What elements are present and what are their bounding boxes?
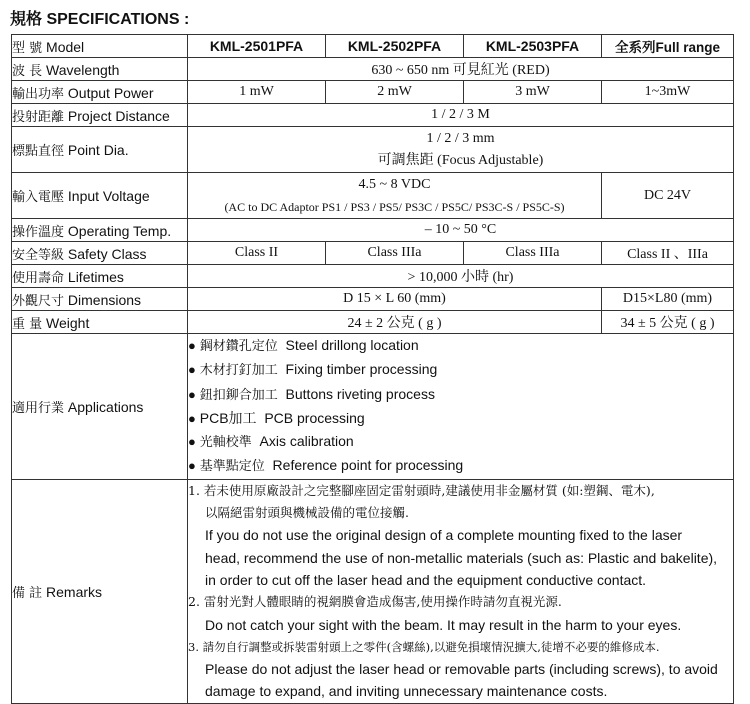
row-remarks — [12, 479, 734, 703]
label-model: 型 號 Model — [12, 35, 188, 58]
label-operating-temp: 操作溫度 Operating Temp. — [12, 219, 188, 242]
label-safety-class: 安全等級 Safety Class — [12, 242, 188, 265]
remark-line: Do not catch your sight with the beam. It may result in the harm to your eyes. — [205, 616, 682, 633]
safety-3: Class IIIa — [464, 242, 602, 265]
input-voltage-value — [188, 173, 602, 219]
remark-line: 1. 若未使用原廠設計之完整腳座固定雷射頭時,建議使用非金屬材質 (如:塑鋼、電木), — [188, 482, 655, 498]
list-item: ● PCB加工 PCB processing — [188, 409, 365, 426]
spec-table — [11, 34, 734, 704]
bullet-icon: ● — [188, 458, 196, 474]
remark-line: 2. 雷射光對人體眼睛的視網膜會造成傷害,使用操作時請勿直視光源. — [188, 594, 562, 610]
remark-line: Please do not adjust the laser head or removable parts (including screws), to avoid — [205, 661, 718, 678]
row-model — [12, 35, 734, 58]
remark-line: damage to expand, and inviting unnecessary maintenance costs. — [205, 683, 608, 700]
row-weight — [12, 311, 734, 334]
lifetimes-value: > 10,000 小時 (hr) — [188, 265, 734, 288]
row-input-voltage — [12, 173, 734, 219]
point-dia-line2: 可調焦距 (Focus Adjustable) — [377, 152, 544, 168]
page-title: 規格 SPECIFICATIONS : — [10, 11, 190, 28]
remark-line: If you do not use the original design of a complete mounting fixed to the laser — [205, 527, 683, 544]
power-full: 1~3mW — [602, 81, 734, 104]
list-item: ● 光軸校準 Axis calibration — [188, 433, 354, 451]
model-2: KML-2502PFA — [326, 35, 464, 58]
label-wavelength: 波 長 Wavelength — [12, 58, 188, 81]
safety-full: Class II 、IIIa — [602, 242, 734, 265]
row-project-distance — [12, 104, 734, 127]
label-applications: 適用行業 Applications — [12, 334, 188, 480]
row-wavelength — [12, 58, 734, 81]
safety-1: Class II — [188, 242, 326, 265]
list-item: ● 木材打釘加工 Fixing timber processing — [188, 361, 438, 379]
remark-line: in order to cut off the laser head and the equipment conductive contact. — [205, 571, 647, 588]
point-dia-line1: 1 / 2 / 3 mm — [426, 130, 495, 146]
label-output-power: 輸出功率 Output Power — [12, 81, 188, 104]
row-applications — [12, 334, 734, 480]
dimensions-full: D15×L80 (mm) — [602, 288, 734, 311]
input-voltage-line2: (AC to DC Adaptor PS1 / PS3 / PS5/ PS3C / PS5C/ PS3C-S / PS5C-S) — [224, 199, 565, 214]
safety-2: Class IIIa — [326, 242, 464, 265]
row-safety-class — [12, 242, 734, 265]
operating-temp-value: – 10 ~ 50 °C — [188, 219, 734, 242]
bullet-icon: ● — [188, 386, 196, 402]
input-voltage-full: DC 24V — [602, 173, 734, 219]
bullet-icon: ● — [188, 362, 196, 378]
label-point-dia: 標點直徑 Point Dia. — [12, 127, 188, 173]
label-remarks: 備 註 Remarks — [12, 479, 188, 703]
power-2: 2 mW — [326, 81, 464, 104]
bullet-icon: ● — [188, 410, 196, 426]
project-distance-value: 1 / 2 / 3 M — [188, 104, 734, 127]
weight-full: 34 ± 5 公克 ( g ) — [602, 311, 734, 334]
wavelength-value: 630 ~ 650 nm 可見紅光 (RED) — [188, 58, 734, 81]
model-3: KML-2503PFA — [464, 35, 602, 58]
bullet-icon: ● — [188, 338, 196, 353]
model-full-range: 全系列Full range — [602, 35, 734, 58]
list-item: ● 鋼材鑽孔定位 Steel drillong location — [188, 337, 419, 354]
remark-line: head, recommend the use of non-metallic materials (such as: Plastic and bakelite), — [205, 549, 718, 566]
list-item: ● 基準點定位 Reference point for processing — [188, 457, 464, 475]
weight-value: 24 ± 2 公克 ( g ) — [188, 311, 602, 334]
power-3: 3 mW — [464, 81, 602, 104]
row-lifetimes — [12, 265, 734, 288]
label-lifetimes: 使用壽命 Lifetimes — [12, 265, 188, 288]
label-input-voltage: 輸入電壓 Input Voltage — [12, 173, 188, 219]
row-operating-temp — [12, 219, 734, 242]
point-dia-value — [188, 127, 734, 173]
dimensions-value: D 15 × L 60 (mm) — [188, 288, 602, 311]
remark-line: 3. 請勿自行調整或拆裝雷射頭上之零件(含螺絲),以避免損壞情況擴大,徒增不必要的維修成本. — [188, 639, 660, 654]
label-project-distance: 投射距離 Project Distance — [12, 104, 188, 127]
input-voltage-line1: 4.5 ~ 8 VDC — [358, 176, 431, 192]
power-1: 1 mW — [188, 81, 326, 104]
row-point-dia — [12, 127, 734, 173]
applications-list — [188, 334, 734, 480]
label-dimensions: 外觀尺寸 Dimensions — [12, 288, 188, 311]
remarks-text — [188, 479, 734, 703]
model-1: KML-2501PFA — [188, 35, 326, 58]
remark-line: 以隔絕雷射頭與機械設備的電位接觸. — [205, 505, 409, 521]
bullet-icon: ● — [188, 434, 196, 450]
row-dimensions — [12, 288, 734, 311]
label-weight: 重 量 Weight — [12, 311, 188, 334]
list-item: ● 鈕扣鉚合加工 Buttons riveting process — [188, 385, 435, 403]
row-output-power — [12, 81, 734, 104]
